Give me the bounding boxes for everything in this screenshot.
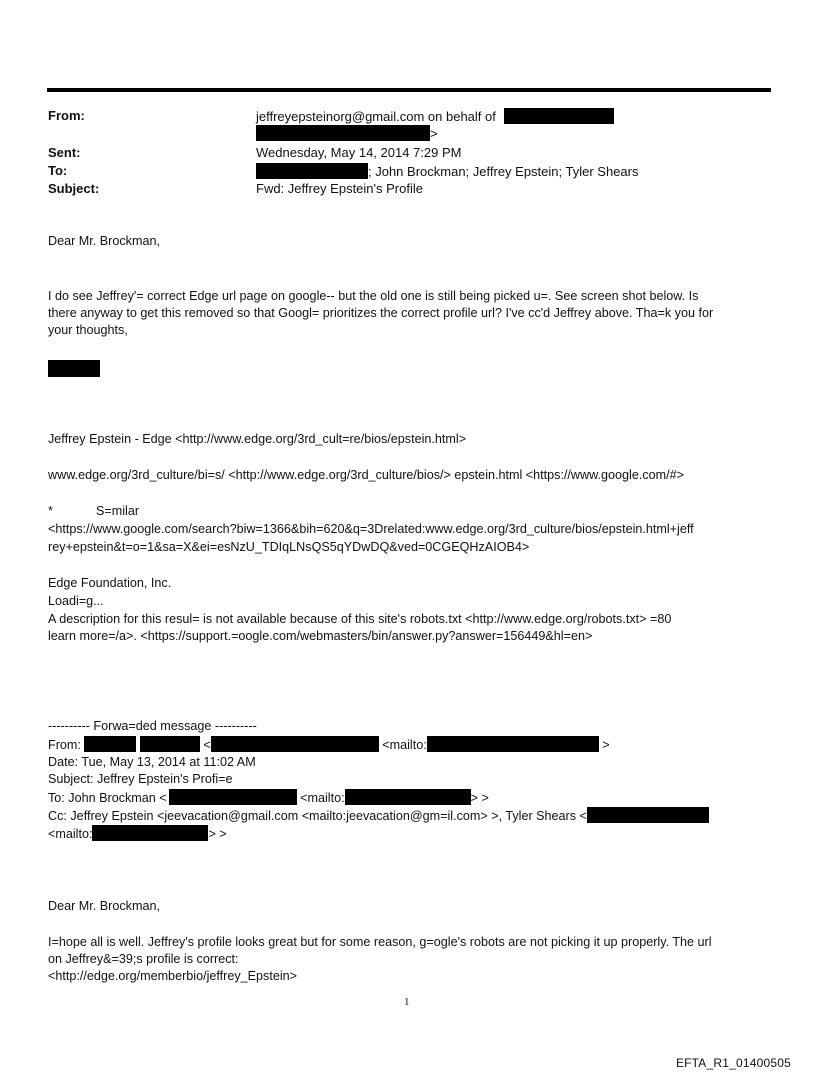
forwarded-divider: ---------- Forwa=ded message ---------- — [48, 719, 257, 733]
subject-label: Subject: — [48, 181, 100, 196]
search-result-url: www.edge.org/3rd_culture/bi=s/ <http://www.edge.org/3rd_culture/bios/> epstein.html <https://www.google.com/#> — [48, 468, 684, 482]
body-paragraph-line: I=hope all is well. Jeffrey's profile looks great but for some reason, g=ogle's robots are not picking it up properly. The url — [48, 935, 712, 949]
forwarded-from-mailto: <mailto: — [382, 738, 427, 752]
redaction-block — [140, 736, 200, 752]
signature-redaction — [48, 360, 100, 379]
forwarded-to-label: To: John Brockman < — [48, 791, 167, 805]
sent-label: Sent: — [48, 145, 81, 160]
body-paragraph-line: there anyway to get this removed so that Googl= prioritizes the correct profile url? I've cc'd Jeffrey above. Tha=k you for — [48, 306, 714, 320]
forwarded-from-lt: < — [203, 738, 211, 752]
body-paragraph-line: I do see Jeffrey'= correct Edge url page on google-- but the old one is still being picked u=. See screen shot below. Is — [48, 289, 699, 303]
forwarded-cc-text: Cc: Jeffrey Epstein <jeevacation@gmail.com <mailto:jeevacation@gm=il.com> >, Tyler Shears < — [48, 809, 587, 823]
body-paragraph-line: on Jeffrey&=39;s profile is correct: — [48, 952, 239, 966]
redaction-block — [211, 736, 379, 752]
redaction-block — [587, 807, 709, 823]
from-label: From: — [48, 108, 85, 123]
forwarded-subject: Subject: Jeffrey Epstein's Profi=e — [48, 772, 233, 786]
forwarded-from-label: From: — [48, 738, 81, 752]
forwarded-cc-mailto: <mailto: — [48, 827, 93, 841]
redaction-block — [48, 360, 100, 377]
from-value-line2 — [256, 125, 438, 141]
forwarded-cc — [48, 807, 709, 825]
redaction-block — [169, 789, 297, 805]
redaction-block — [256, 163, 368, 179]
body-paragraph-line: your thoughts, — [48, 323, 128, 337]
search-result-title: Jeffrey Epstein - Edge <http://www.edge.org/3rd_cult=re/bios/epstein.html> — [48, 432, 467, 446]
from-value — [256, 108, 614, 124]
forwarded-date: Date: Tue, May 13, 2014 at 11:02 AM — [48, 755, 256, 769]
forwarded-to-end: > > — [470, 791, 489, 805]
forwarded-cc-end: > > — [208, 827, 227, 841]
redaction-block — [345, 789, 471, 805]
to-label: To: — [48, 163, 68, 178]
forwarded-from-gt: > — [602, 738, 610, 752]
similar-bullet: * — [48, 504, 53, 518]
header-rule — [47, 88, 771, 92]
page-number: 1 — [404, 996, 410, 1008]
site-name: Edge Foundation, Inc. — [48, 576, 172, 590]
redaction-block — [256, 125, 430, 141]
similar-label: S=milar — [96, 504, 140, 518]
redaction-block — [92, 825, 208, 841]
description-line: learn more=/a>. <https://support.=oogle.com/webmasters/bin/answer.py?answer=156449&hl=en> — [48, 629, 593, 643]
from-line2-suffix: > — [430, 126, 438, 141]
similar-link-line: <https://www.google.com/search?biw=1366&bih=620&q=3Drelated:www.edge.org/3rd_culture/bios/epstein.html+jeff — [48, 522, 694, 536]
description-line: A description for this resul= is not available because of this site's robots.txt <http://www.edge.org/robots.txt> =80 — [48, 612, 672, 626]
loading-text: Loadi=g... — [48, 594, 104, 608]
from-address: jeffreyepsteinorg@gmail.com on behalf of — [256, 109, 496, 124]
similar-link-line: rey+epstein&t=o=1&sa=X&ei=esNzU_TDIqLNsQS5qYDwDQ&ved=0CGEQHzAIOB4> — [48, 540, 530, 554]
redaction-block — [84, 736, 136, 752]
greeting: Dear Mr. Brockman, — [48, 899, 160, 913]
to-value — [256, 163, 638, 179]
to-recipients: ; John Brockman; Jeffrey Epstein; Tyler Shears — [368, 164, 639, 179]
forwarded-cc-line2 — [48, 825, 227, 843]
forwarded-to-mailto: <mailto: — [300, 791, 345, 805]
redaction-block — [504, 108, 614, 124]
subject-value: Fwd: Jeffrey Epstein's Profile — [256, 181, 423, 196]
redaction-block — [427, 736, 599, 752]
greeting: Dear Mr. Brockman, — [48, 234, 160, 248]
body-paragraph-line: <http://edge.org/memberbio/jeffrey_Epstein> — [48, 969, 297, 983]
forwarded-to — [48, 789, 489, 807]
bates-number: EFTA_R1_01400505 — [675, 1056, 791, 1070]
sent-value: Wednesday, May 14, 2014 7:29 PM — [256, 145, 462, 160]
forwarded-from — [48, 736, 610, 754]
